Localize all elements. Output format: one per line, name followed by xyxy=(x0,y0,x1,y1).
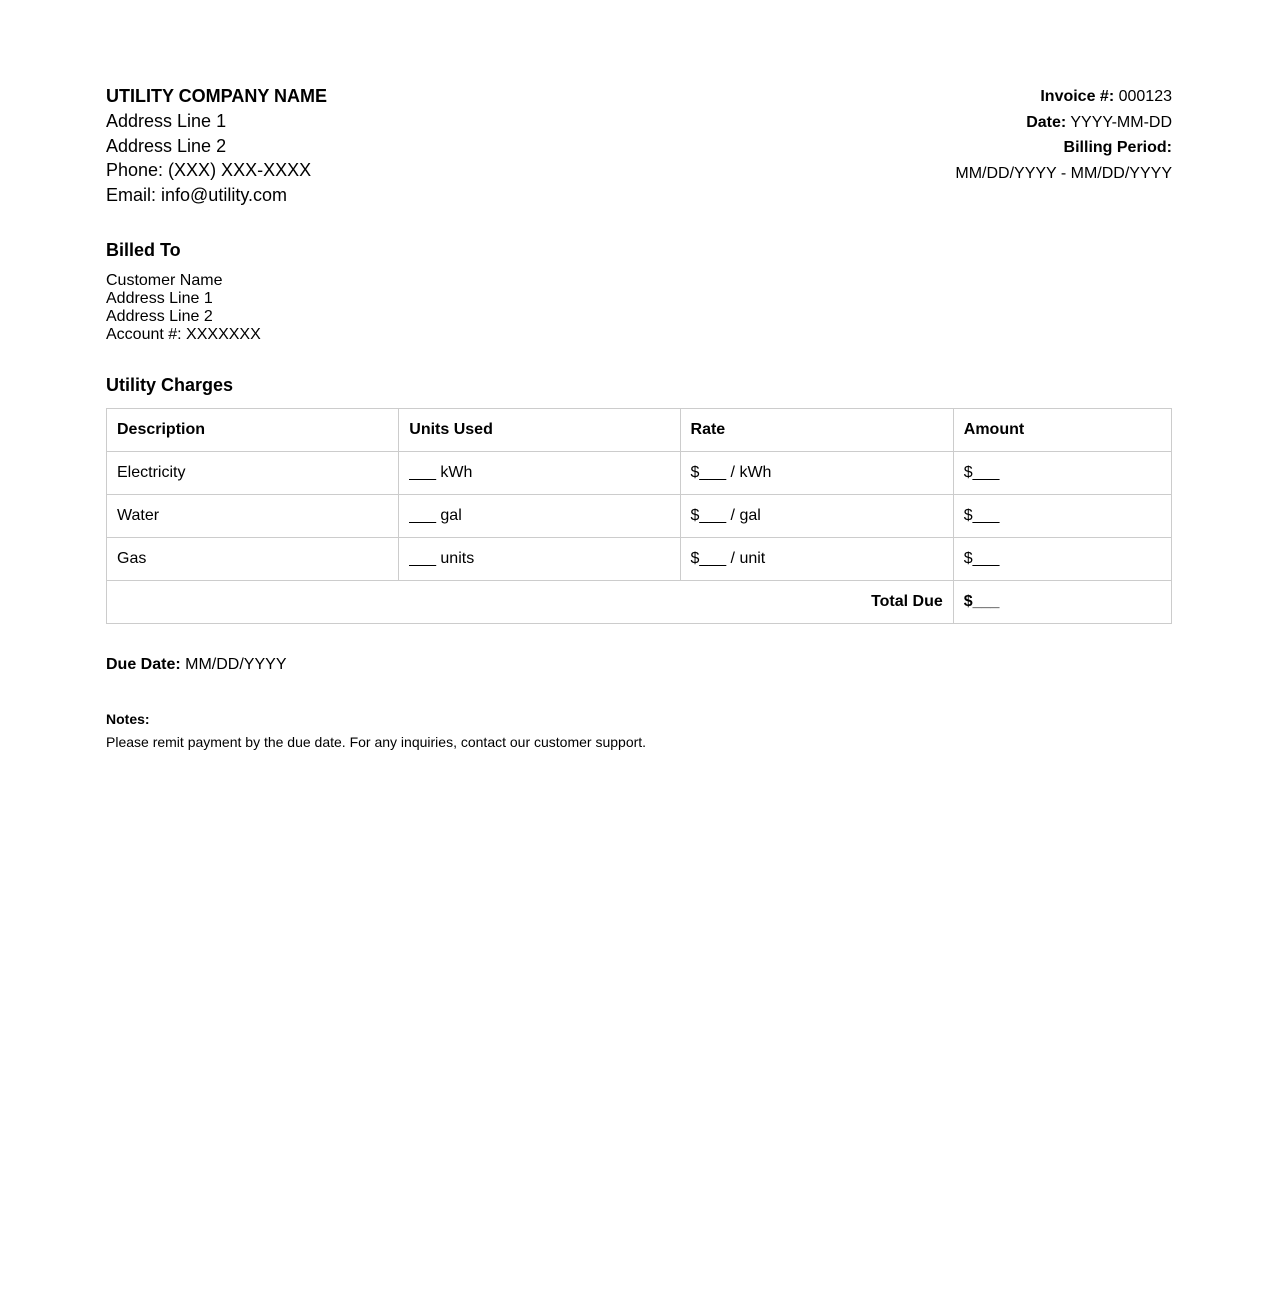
total-due-label: Total Due xyxy=(107,581,954,624)
notes-text: Please remit payment by the due date. For any inquiries, contact our customer support. xyxy=(106,734,647,750)
due-date-value: MM/DD/YYYY xyxy=(185,656,287,673)
utility-charges-section xyxy=(106,374,1172,624)
column-header-units-used: Units Used xyxy=(399,409,680,452)
cell-amount: $___ xyxy=(953,538,1171,581)
cell-description: Gas xyxy=(107,538,399,581)
billed-to-details xyxy=(106,272,1172,344)
cell-units: ___ kWh xyxy=(399,452,680,495)
cell-units: ___ units xyxy=(399,538,680,581)
customer-name: Customer Name xyxy=(106,272,223,289)
due-date xyxy=(106,655,1172,675)
billed-to-title: Billed To xyxy=(106,240,181,260)
customer-address-line-2: Address Line 2 xyxy=(106,308,213,325)
company-phone: Phone: (XXX) XXX-XXXX xyxy=(106,160,312,180)
company-address-line-2: Address Line 2 xyxy=(106,135,227,156)
cell-amount: $___ xyxy=(953,452,1171,495)
cell-rate: $___ / gal xyxy=(680,495,953,538)
column-header-rate: Rate xyxy=(680,409,953,452)
cell-units: ___ gal xyxy=(399,495,680,538)
invoice-header xyxy=(106,84,1172,207)
cell-amount: $___ xyxy=(953,495,1171,538)
cell-description: Water xyxy=(107,495,399,538)
billing-period-value: MM/DD/YYYY - MM/DD/YYYY xyxy=(955,164,1172,182)
notes-label: Notes: xyxy=(106,711,150,727)
invoice-date xyxy=(955,110,1172,136)
table-row xyxy=(107,538,1172,581)
total-row xyxy=(107,581,1172,624)
invoice-date-label: Date: xyxy=(1026,113,1067,131)
billing-period-label xyxy=(955,135,1172,161)
cell-rate: $___ / kWh xyxy=(680,452,953,495)
customer-account: Account #: XXXXXXX xyxy=(106,326,261,343)
total-due-value: $___ xyxy=(953,581,1171,624)
utility-charges-title: Utility Charges xyxy=(106,375,234,395)
cell-description: Electricity xyxy=(107,452,399,495)
company-email: Email: info@utility.com xyxy=(106,184,287,205)
cell-rate: $___ / unit xyxy=(680,538,953,581)
company-name: UTILITY COMPANY NAME xyxy=(106,86,328,106)
due-date-label: Due Date: xyxy=(106,656,181,673)
invoice-page xyxy=(106,84,1172,751)
billed-to-section xyxy=(106,239,1172,344)
company-info xyxy=(106,84,327,207)
notes-section xyxy=(106,710,1172,751)
table-row xyxy=(107,495,1172,538)
invoice-meta xyxy=(955,84,1172,186)
table-row xyxy=(107,452,1172,495)
customer-address-line-1: Address Line 1 xyxy=(106,290,213,307)
billing-period-label-text: Billing Period: xyxy=(1063,139,1172,156)
column-header-description: Description xyxy=(107,409,399,452)
company-address-line-1: Address Line 1 xyxy=(106,111,227,131)
invoice-number-label: Invoice #: xyxy=(1040,88,1115,105)
table-header-row xyxy=(107,409,1172,452)
invoice-number xyxy=(955,84,1172,110)
column-header-amount: Amount xyxy=(953,409,1171,452)
invoice-date-value: YYYY-MM-DD xyxy=(1070,113,1172,131)
charges-table xyxy=(106,408,1172,624)
invoice-number-value: 000123 xyxy=(1118,88,1172,105)
